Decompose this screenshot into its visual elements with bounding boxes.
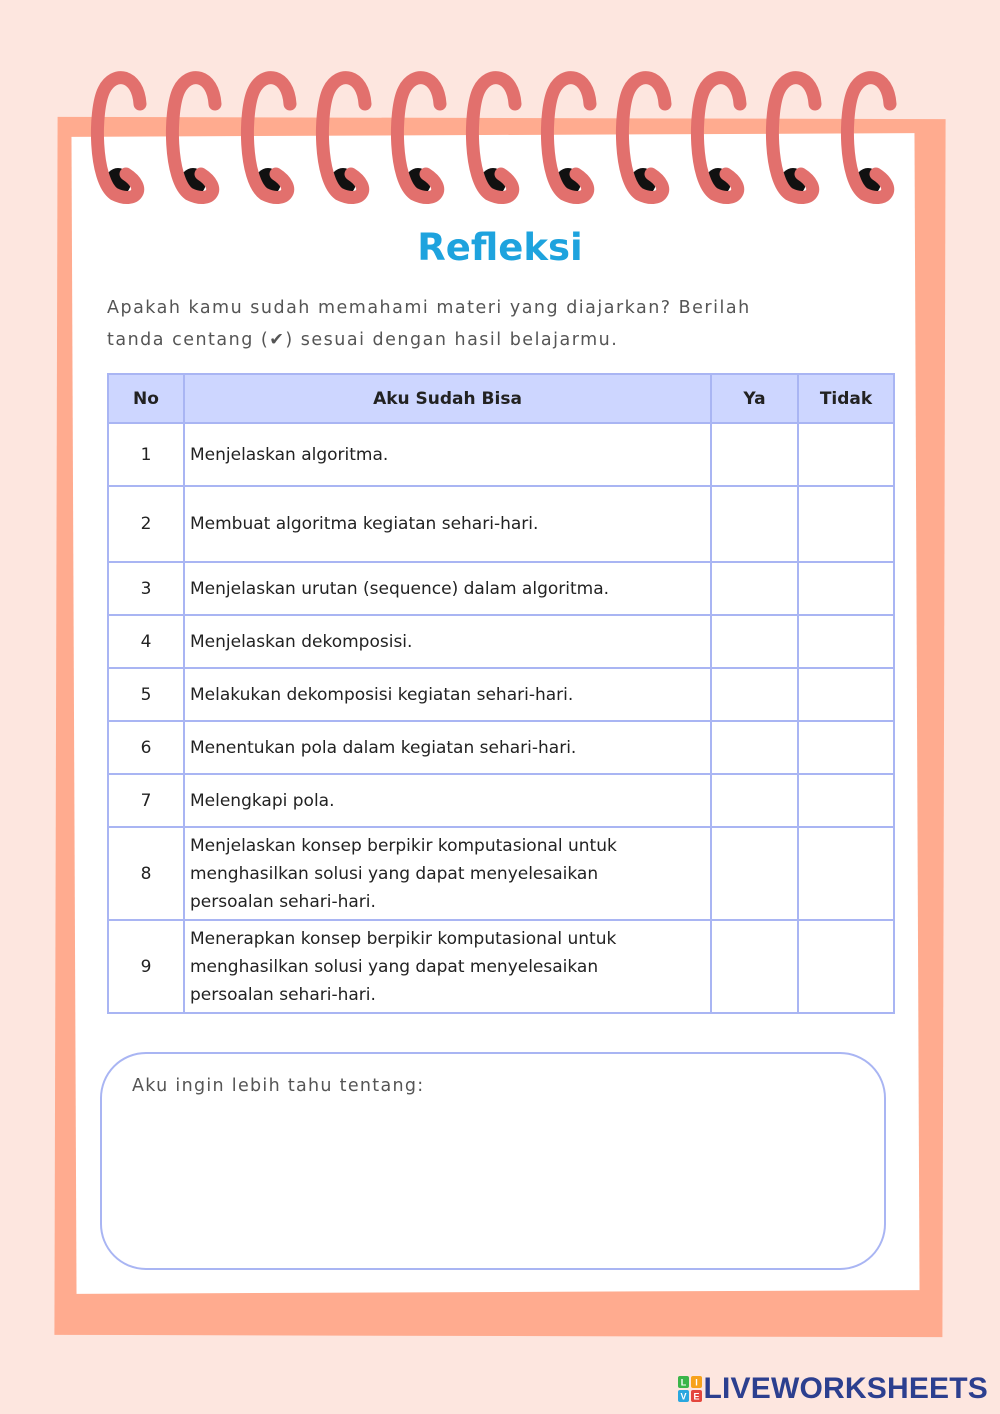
answer-no-cell[interactable]: [798, 668, 894, 721]
answer-yes-cell[interactable]: [711, 562, 798, 615]
svg-text:V: V: [679, 1391, 687, 1402]
answer-yes-cell[interactable]: [711, 774, 798, 827]
row-task-line: menghasilkan solusi yang dapat menyelesaikan: [190, 956, 599, 977]
row-task: Melakukan dekomposisi kegiatan sehari-hari.: [184, 668, 711, 721]
answer-yes-cell[interactable]: [711, 615, 798, 668]
row-task-line: menghasilkan solusi yang dapat menyelesaikan: [190, 863, 599, 884]
curiosity-note-box[interactable]: [100, 1052, 886, 1270]
spiral-ring-icon: [97, 78, 140, 198]
spiral-binding: [0, 0, 1000, 240]
svg-text:I: I: [694, 1377, 698, 1388]
row-task: Menjelaskan urutan (sequence) dalam algoritma.: [184, 562, 711, 615]
instructions-line-2: tanda centang (✔) sesuai dengan hasil belajarmu.: [107, 330, 619, 350]
answer-no-cell[interactable]: [798, 615, 894, 668]
row-task-line: persoalan sehari-hari.: [190, 891, 376, 912]
column-header-no-answer: Tidak: [798, 374, 894, 423]
answer-yes-cell[interactable]: [711, 486, 798, 562]
spiral-ring-icon: [172, 78, 215, 198]
answer-no-cell[interactable]: [798, 486, 894, 562]
row-task: Menentukan pola dalam kegiatan sehari-hari.: [184, 721, 711, 774]
row-number: 4: [108, 615, 184, 668]
row-task-line: Menerapkan konsep berpikir komputasional untuk: [190, 928, 617, 949]
instructions: [107, 292, 807, 356]
table-row: [108, 774, 894, 827]
brand-name: LIVEWORKSHEETS: [703, 1372, 988, 1405]
answer-no-cell[interactable]: [798, 562, 894, 615]
row-task-line: Menjelaskan konsep berpikir komputasional untuk: [190, 835, 617, 856]
answer-yes-cell[interactable]: [711, 668, 798, 721]
reflection-table: [107, 373, 895, 1014]
row-number: 7: [108, 774, 184, 827]
row-task: [184, 920, 711, 1013]
spiral-ring-icon: [772, 78, 815, 198]
row-number: 3: [108, 562, 184, 615]
answer-yes-cell[interactable]: [711, 920, 798, 1013]
spiral-ring-icon: [397, 78, 440, 198]
spiral-ring-icon: [697, 78, 740, 198]
row-task: [184, 827, 711, 920]
answer-no-cell[interactable]: [798, 721, 894, 774]
row-number: 9: [108, 920, 184, 1013]
spiral-ring-icon: [247, 78, 290, 198]
table-row: [108, 486, 894, 562]
column-header-yes: Ya: [711, 374, 798, 423]
row-task: Membuat algoritma kegiatan sehari-hari.: [184, 486, 711, 562]
table-row: [108, 827, 894, 920]
answer-no-cell[interactable]: [798, 827, 894, 920]
liveworksheets-logo-icon: [678, 1376, 702, 1402]
spiral-ring-icon: [472, 78, 515, 198]
page-title: Refleksi: [417, 226, 583, 269]
answer-no-cell[interactable]: [798, 423, 894, 486]
note-label: Aku ingin lebih tahu tentang:: [132, 1076, 425, 1096]
spiral-ring-icon: [322, 78, 365, 198]
table-row: [108, 423, 894, 486]
answer-no-cell[interactable]: [798, 774, 894, 827]
table-row: [108, 920, 894, 1013]
row-number: 2: [108, 486, 184, 562]
svg-text:E: E: [692, 1391, 700, 1402]
row-task: Menjelaskan dekomposisi.: [184, 615, 711, 668]
spiral-ring-icon: [847, 78, 890, 198]
row-number: 6: [108, 721, 184, 774]
answer-no-cell[interactable]: [798, 920, 894, 1013]
row-number: 8: [108, 827, 184, 920]
column-header-no: No: [108, 374, 184, 423]
row-task: Melengkapi pola.: [184, 774, 711, 827]
row-number: 1: [108, 423, 184, 486]
spiral-ring-icon: [622, 78, 665, 198]
table-row: [108, 721, 894, 774]
instructions-line-1: Apakah kamu sudah memahami materi yang diajarkan? Berilah: [107, 298, 751, 318]
row-task-line: persoalan sehari-hari.: [190, 984, 376, 1005]
table-header-row: [108, 374, 894, 423]
table-row: [108, 668, 894, 721]
table-row: [108, 562, 894, 615]
liveworksheets-brand: [678, 1372, 989, 1406]
spiral-ring-icon: [547, 78, 590, 198]
row-task: Menjelaskan algoritma.: [184, 423, 711, 486]
answer-yes-cell[interactable]: [711, 827, 798, 920]
column-header-task: Aku Sudah Bisa: [184, 374, 711, 423]
table-row: [108, 615, 894, 668]
row-number: 5: [108, 668, 184, 721]
svg-text:L: L: [680, 1377, 686, 1388]
answer-yes-cell[interactable]: [711, 423, 798, 486]
answer-yes-cell[interactable]: [711, 721, 798, 774]
